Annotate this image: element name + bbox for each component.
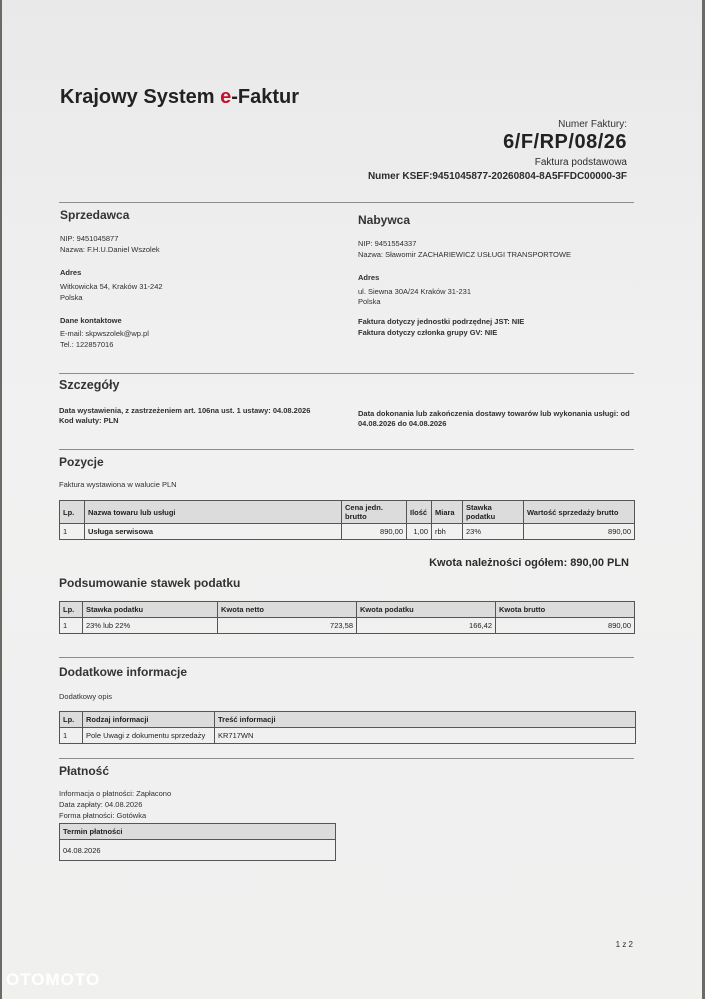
table-cell: 723,58: [218, 618, 357, 634]
divider: [59, 202, 634, 203]
seller-contact-label: Dane kontaktowe: [60, 316, 122, 325]
divider: [59, 449, 634, 450]
payment-info: Informacja o płatności: Zapłacono: [59, 789, 172, 798]
divider: [59, 657, 634, 658]
total-amount: Kwota należności ogółem: 890,00 PLN: [429, 557, 629, 569]
additional-title: Dodatkowe informacje: [59, 665, 188, 679]
column-header: Kwota brutto: [496, 602, 635, 618]
seller-address-label: Adres: [60, 268, 82, 277]
seller-address-line2: Polska: [60, 293, 83, 302]
invoice-paper: [2, 0, 702, 999]
column-header: Nazwa towaru lub usługi: [85, 501, 342, 524]
column-header: Stawka podatku: [463, 501, 524, 524]
ksef-number: Numer KSEF:9451045877-20260804-8A5FFDC00000-3F: [367, 171, 627, 182]
additional-table: [59, 711, 636, 744]
invoice-type: Faktura podstawowa: [534, 157, 627, 168]
table-cell: 1,00: [407, 524, 432, 540]
table-cell: 04.08.2026: [60, 840, 336, 861]
divider: [59, 373, 634, 374]
currency-code: Kod waluty: PLN: [59, 416, 119, 425]
table-cell: Pole Uwagi z dokumentu sprzedaży: [83, 728, 215, 744]
table-cell: 1: [60, 728, 83, 744]
delivery-date-line2: 04.08.2026 do 04.08.2026: [358, 419, 447, 428]
details-title: Szczegóły: [59, 378, 120, 392]
table-cell: 890,00: [342, 524, 407, 540]
divider: [59, 758, 634, 759]
column-header: Termin płatności: [60, 824, 336, 840]
delivery-date-line1: Data dokonania lub zakończenia dostawy towarów lub wykonania usługi: od: [358, 409, 630, 418]
buyer-address-line2: Polska: [358, 297, 381, 306]
column-header: Cena jedn. brutto: [342, 501, 407, 524]
table-cell: 1: [60, 524, 85, 540]
otomoto-watermark: OTOMOTO: [6, 970, 101, 989]
table-header-row: [60, 501, 635, 524]
buyer-name: Nazwa: Sławomir ZACHARIEWICZ USŁUGI TRANSPORTOWE: [358, 250, 571, 259]
positions-title: Pozycje: [59, 455, 104, 469]
table-cell: rbh: [432, 524, 463, 540]
seller-nip: NIP: 9451045877: [60, 234, 119, 243]
tax-summary-table: [59, 601, 635, 634]
column-header: Kwota netto: [218, 602, 357, 618]
buyer-nip: NIP: 9451554337: [358, 239, 417, 248]
table-header-row: [60, 602, 635, 618]
ksef-logo: Krajowy System e-Faktur: [60, 86, 299, 108]
table-cell: 890,00: [496, 618, 635, 634]
seller-address-line1: Witkowicka 54, Kraków 31-242: [60, 282, 163, 291]
column-header: Stawka podatku: [83, 602, 218, 618]
seller-title: Sprzedawca: [60, 208, 130, 222]
table-header-row: [60, 824, 336, 840]
table-row: [60, 840, 336, 861]
positions-subtitle: Faktura wystawiona w walucie PLN: [59, 480, 177, 489]
table-row: [60, 728, 636, 744]
payment-term-table: [59, 823, 336, 861]
column-header: Lp.: [60, 712, 83, 728]
column-header: Ilość: [407, 501, 432, 524]
column-header: Lp.: [60, 501, 85, 524]
tax-summary-title: Podsumowanie stawek podatku: [59, 576, 241, 590]
table-header-row: [60, 712, 636, 728]
buyer-title: Nabywca: [358, 213, 411, 227]
payment-form: Forma płatności: Gotówka: [59, 811, 147, 820]
table-cell: 1: [60, 618, 83, 634]
buyer-jst: Faktura dotyczy jednostki podrzędnej JST: NIE: [358, 317, 525, 326]
buyer-address-label: Adres: [358, 273, 380, 282]
column-header: Lp.: [60, 602, 83, 618]
column-header: Miara: [432, 501, 463, 524]
table-cell: 166,42: [357, 618, 496, 634]
table-cell: 23%: [463, 524, 524, 540]
issue-date: Data wystawienia, z zastrzeżeniem art. 106na ust. 1 ustawy: 04.08.2026: [59, 406, 311, 415]
seller-phone: Tel.: 122857016: [60, 340, 114, 349]
payment-date: Data zapłaty: 04.08.2026: [59, 800, 143, 809]
positions-table: [59, 500, 635, 540]
invoice-number: 6/F/RP/08/26: [503, 131, 627, 153]
payment-title: Płatność: [59, 764, 110, 778]
invoice-number-label: Numer Faktury:: [558, 119, 627, 130]
buyer-address-line1: ul. Siewna 30A/24 Kraków 31-231: [358, 287, 471, 296]
table-cell: 890,00: [524, 524, 635, 540]
column-header: Wartość sprzedaży brutto: [524, 501, 635, 524]
column-header: Kwota podatku: [357, 602, 496, 618]
seller-name: Nazwa: F.H.U.Daniel Wszolek: [60, 245, 160, 254]
table-cell: Usługa serwisowa: [85, 524, 342, 540]
seller-email: E-mail: skpwszolek@wp.pl: [60, 329, 149, 338]
table-row: [60, 524, 635, 540]
column-header: Treść informacji: [215, 712, 636, 728]
buyer-gv: Faktura dotyczy członka grupy GV: NIE: [358, 328, 498, 337]
table-row: [60, 618, 635, 634]
table-cell: 23% lub 22%: [83, 618, 218, 634]
column-header: Rodzaj informacji: [83, 712, 215, 728]
table-cell: KR717WN: [215, 728, 636, 744]
additional-subtitle: Dodatkowy opis: [59, 692, 112, 701]
page-number: 1 z 2: [615, 940, 633, 949]
